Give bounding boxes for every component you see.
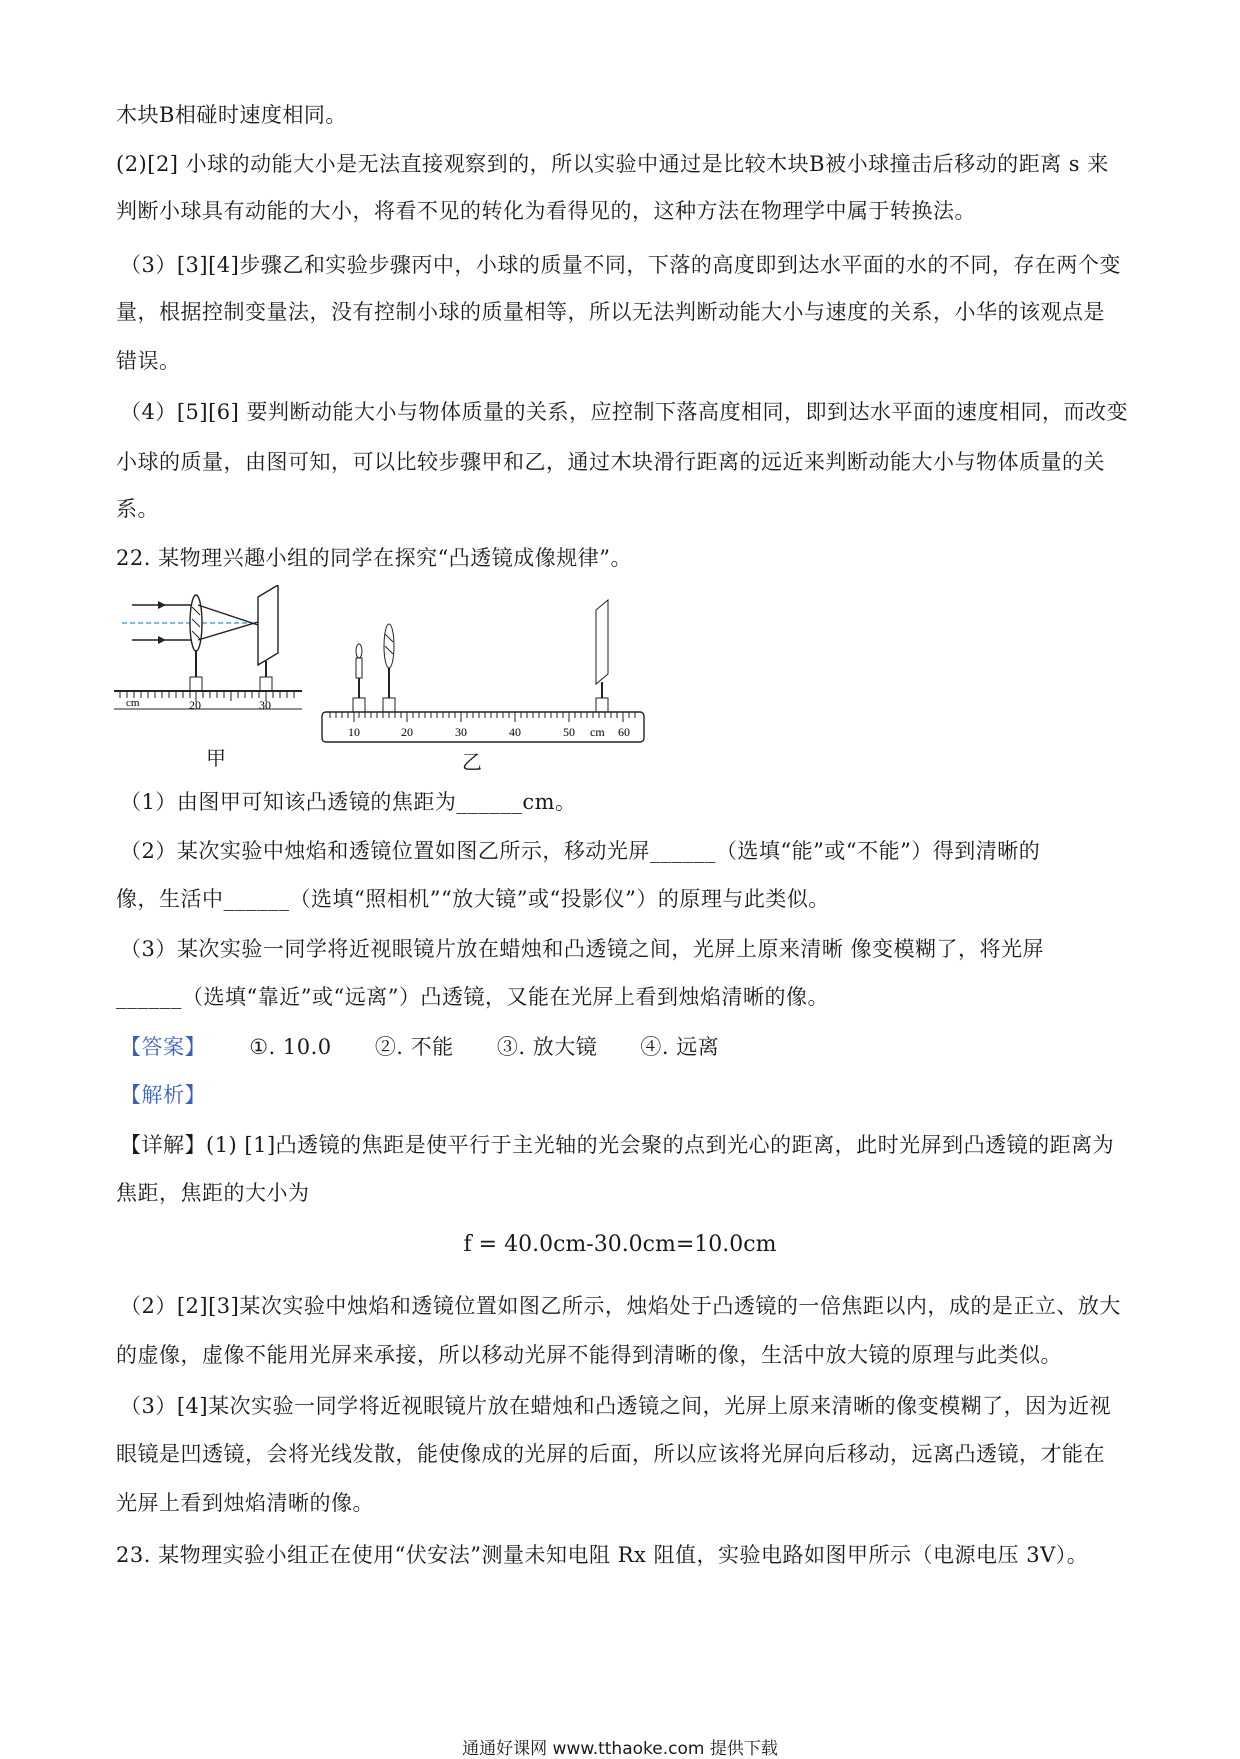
question-22-3: （3）某次实验一同学将近视眼镜片放在蜡烛和凸透镜之间，光屏上原来清晰 像变模糊了，将光屏 xyxy=(120,937,1045,961)
tick-label: 60 xyxy=(618,725,630,739)
answer-row xyxy=(120,1032,1130,1062)
paragraph-line: 木块B相碰时速度相同。 xyxy=(116,103,347,127)
figure-label-yi: 乙 xyxy=(462,750,482,774)
arrow-head xyxy=(158,636,166,644)
figure-yi xyxy=(318,598,658,748)
figure-label-jia: 甲 xyxy=(206,746,226,770)
analysis-label: 【解析】 xyxy=(120,1083,206,1107)
paragraph-line: 量，根据控制变量法，没有控制小球的质量相等，所以无法判断动能大小与速度的关系，小华的该观点是 xyxy=(116,300,1105,324)
footer-watermark: 通通好课网 www.tthaoke.com 提供下载 xyxy=(462,1739,778,1759)
tick-label: 50 xyxy=(563,725,575,739)
light-ray xyxy=(198,622,258,640)
light-screen xyxy=(596,600,608,684)
answer-item: ②. 不能 xyxy=(374,1035,454,1059)
tick-label: 40 xyxy=(509,725,521,739)
detail-line: 【详解】(1) [1]凸透镜的焦距是使平行于主光轴的光会聚的点到光心的距离，此时光屏到凸透镜的距离为 xyxy=(120,1133,1115,1157)
candle xyxy=(356,658,362,678)
tick-label: 30 xyxy=(455,725,467,739)
detail-line: 光屏上看到烛焰清晰的像。 xyxy=(116,1491,374,1515)
light-screen xyxy=(258,585,278,665)
tick-label: 20 xyxy=(401,725,413,739)
question-23-title: 23. 某物理实验小组正在使用“伏安法”测量未知电阻 Rx 阻值，实验电路如图甲所示（电源电压 3V）。 xyxy=(116,1543,1089,1567)
detail-line: （3）[4]某次实验一同学将近视眼镜片放在蜡烛和凸透镜之间，光屏上原来清晰的像变模糊了，因为近视 xyxy=(120,1394,1112,1418)
tick-label: 20 xyxy=(189,698,201,712)
answer-item: ③. 放大镜 xyxy=(496,1035,598,1059)
tick-label: 30 xyxy=(259,698,271,712)
formula: f = 40.0cm-30.0cm=10.0cm xyxy=(463,1232,777,1257)
question-22-title: 22. 某物理兴趣小组的同学在探究“凸透镜成像规律”。 xyxy=(116,546,633,570)
lens-base xyxy=(383,698,395,712)
detail-line: （2）[2][3]某次实验中烛焰和透镜位置如图乙所示，烛焰处于凸透镜的一倍焦距以内，成的是正立、放大 xyxy=(120,1294,1121,1318)
detail-line: 的虚像，虚像不能用光屏来承接，所以移动光屏不能得到清晰的像，生活中放大镜的原理与此类似。 xyxy=(116,1343,1062,1367)
answer-label: 【答案】 xyxy=(120,1035,206,1059)
paragraph-line: (2)[2] 小球的动能大小是无法直接观察到的，所以实验中通过是比较木块B被小球撞击后移动的距离 s 来 xyxy=(116,152,1109,176)
question-22-3-cont: ______（选填“靠近”或“远离”）凸透镜，又能在光屏上看到烛焰清晰的像。 xyxy=(116,985,829,1009)
answer-item: ④. 远离 xyxy=(640,1035,720,1059)
question-22-2: （2）某次实验中烛焰和透镜位置如图乙所示，移动光屏______（选填“能”或“不能”）得到清晰的 xyxy=(120,839,1041,863)
ruler-unit: cm xyxy=(590,725,605,739)
screen-base xyxy=(596,698,608,712)
candle-flame xyxy=(356,644,362,658)
paragraph-line: 判断小球具有动能的大小，将看不见的转化为看得见的，这种方法在物理学中属于转换法。 xyxy=(116,199,976,223)
question-22-1: （1）由图甲可知该凸透镜的焦距为______cm。 xyxy=(120,790,577,814)
detail-line: 焦距，焦距的大小为 xyxy=(116,1181,310,1205)
paragraph-line: （3）[3][4]步骤乙和实验步骤丙中，小球的质量不同，下落的高度即到达水平面的水的不同，存在两个变 xyxy=(120,253,1121,277)
lens-base xyxy=(190,677,202,691)
light-ray xyxy=(198,605,258,625)
candle-base xyxy=(353,698,365,712)
screen-base xyxy=(260,677,272,691)
question-22-2-cont: 像，生活中______（选填“照相机”“放大镜”或“投影仪”）的原理与此类似。 xyxy=(116,887,830,911)
paragraph-line: 错误。 xyxy=(116,349,181,373)
figure-jia xyxy=(112,585,312,735)
arrow-head xyxy=(158,601,166,609)
tick-label: 10 xyxy=(348,725,360,739)
paragraph-line: 小球的质量，由图可知，可以比较步骤甲和乙，通过木块滑行距离的远近来判断动能大小与物体质量的关 xyxy=(116,450,1105,474)
answer-item: ①. 10.0 xyxy=(249,1035,332,1059)
paragraph-line: （4）[5][6] 要判断动能大小与物体质量的关系，应控制下落高度相同，即到达水平面的速度相同，而改变 xyxy=(120,400,1129,424)
paragraph-line: 系。 xyxy=(116,497,159,521)
ruler-unit: cm xyxy=(126,697,140,709)
detail-line: 眼镜是凹透镜，会将光线发散，能使像成的光屏的后面，所以应该将光屏向后移动，远离凸透镜，才能在 xyxy=(116,1442,1105,1466)
